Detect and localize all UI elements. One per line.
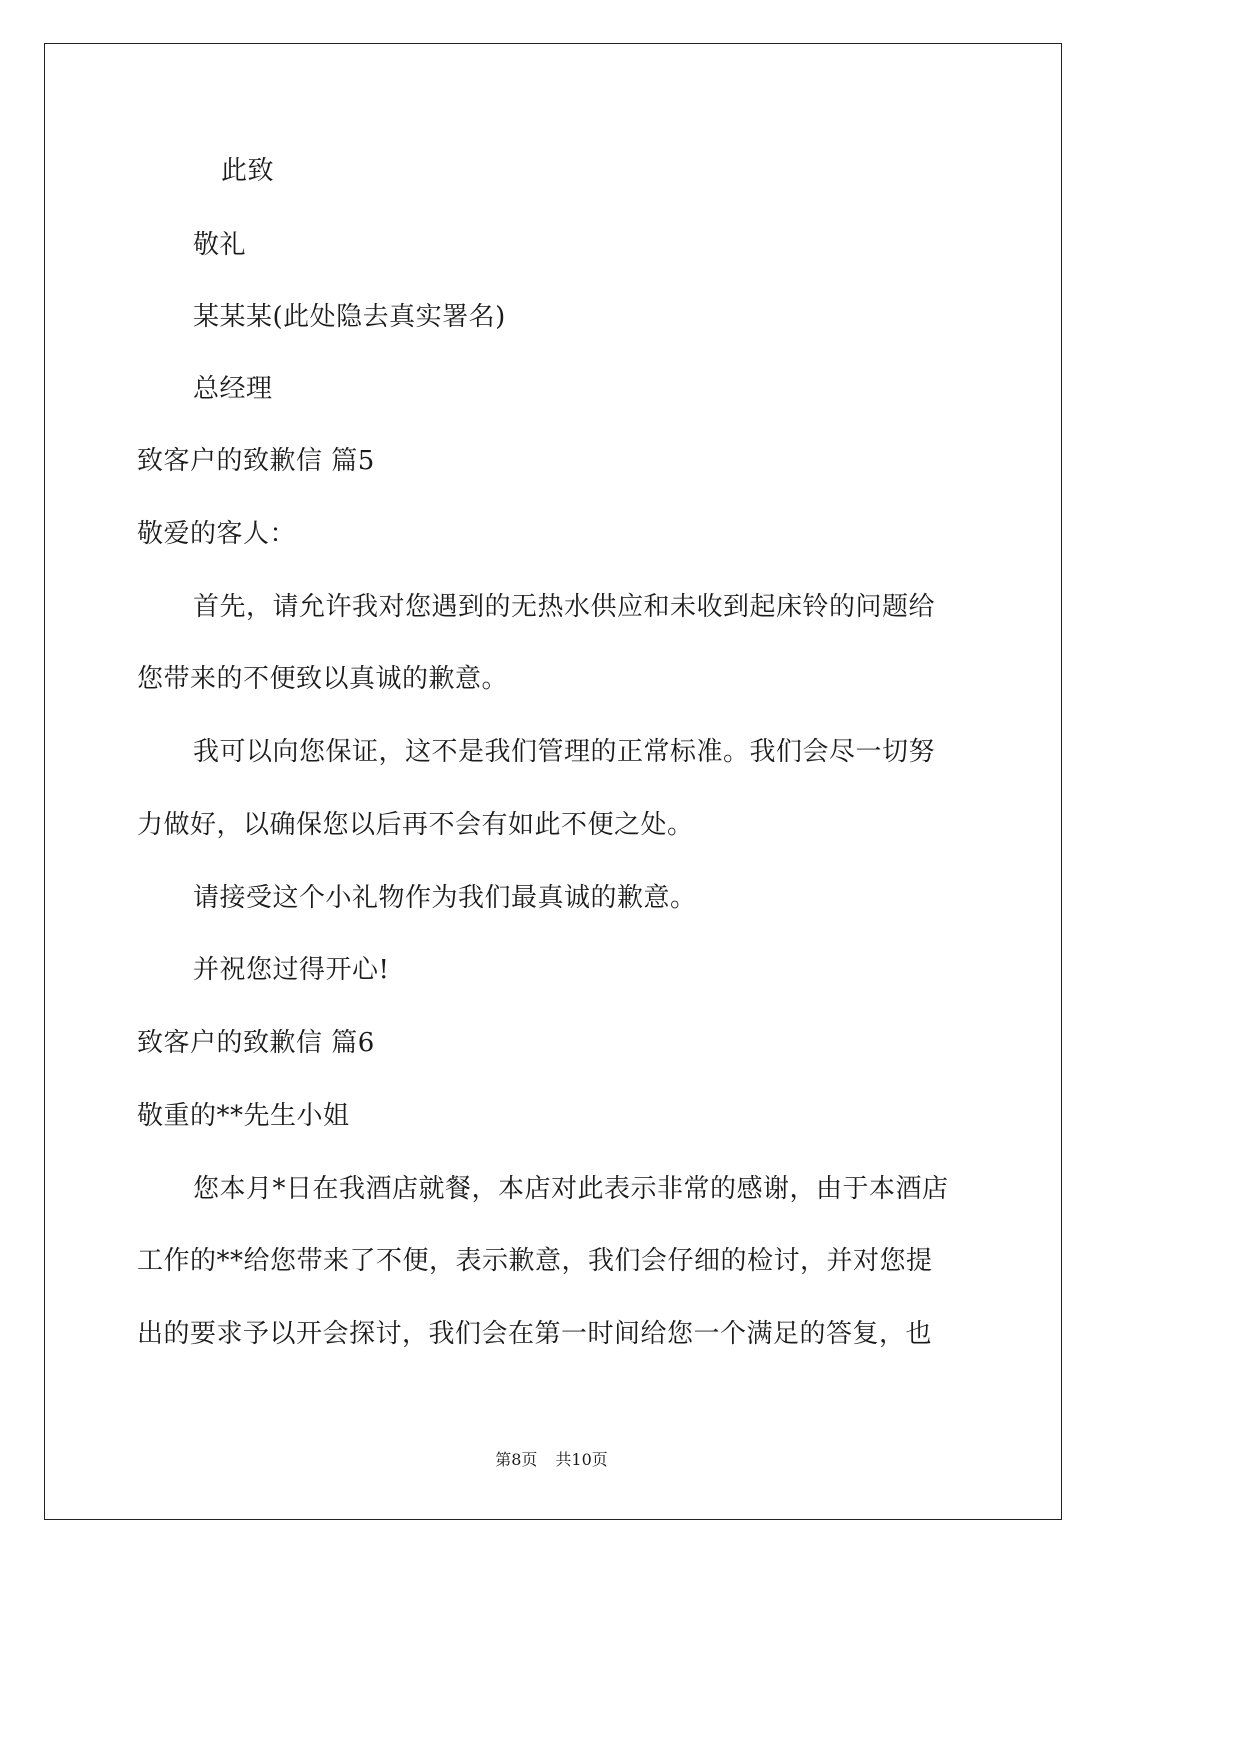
letter6-para1-line1: 您本月*日在我酒店就餐，本店对此表示非常的感谢，由于本酒店 bbox=[193, 1174, 949, 1204]
page-total: 共10页 bbox=[555, 1450, 608, 1469]
signature: 某某某(此处隐去真实署名) bbox=[193, 302, 506, 332]
letter5-heading: 致客户的致歉信 篇5 bbox=[137, 446, 375, 476]
page-number: 第8页 bbox=[495, 1450, 538, 1469]
letter5-para3: 请接受这个小礼物作为我们最真诚的歉意。 bbox=[193, 883, 697, 913]
letter5-salutation: 敬爱的客人： bbox=[137, 519, 297, 549]
page-footer bbox=[0, 1448, 1103, 1472]
signature-position: 总经理 bbox=[193, 374, 273, 404]
letter6-para1-line2: 工作的**给您带来了不便，表示歉意，我们会仔细的检讨，并对您提 bbox=[137, 1246, 933, 1276]
letter6-para1-line3: 出的要求予以开会探讨，我们会在第一时间给您一个满足的答复，也 bbox=[137, 1319, 933, 1349]
letter5-para1-line1: 首先，请允许我对您遇到的无热水供应和未收到起床铃的问题给 bbox=[193, 592, 936, 622]
letter5-para4: 并祝您过得开心! bbox=[193, 955, 390, 985]
letter5-para2-line1: 我可以向您保证，这不是我们管理的正常标准。我们会尽一切努 bbox=[193, 737, 936, 767]
letter5-para2-line2: 力做好，以确保您以后再不会有如此不便之处。 bbox=[137, 810, 694, 840]
letter5-para1-line2: 您带来的不便致以真诚的歉意。 bbox=[137, 664, 509, 694]
letter6-heading: 致客户的致歉信 篇6 bbox=[137, 1028, 375, 1058]
letter6-salutation: 敬重的**先生小姐 bbox=[137, 1101, 350, 1131]
closing-zhici: 此致 bbox=[221, 156, 275, 186]
closing-jingli: 敬礼 bbox=[193, 230, 247, 260]
page-frame bbox=[44, 43, 1062, 1520]
